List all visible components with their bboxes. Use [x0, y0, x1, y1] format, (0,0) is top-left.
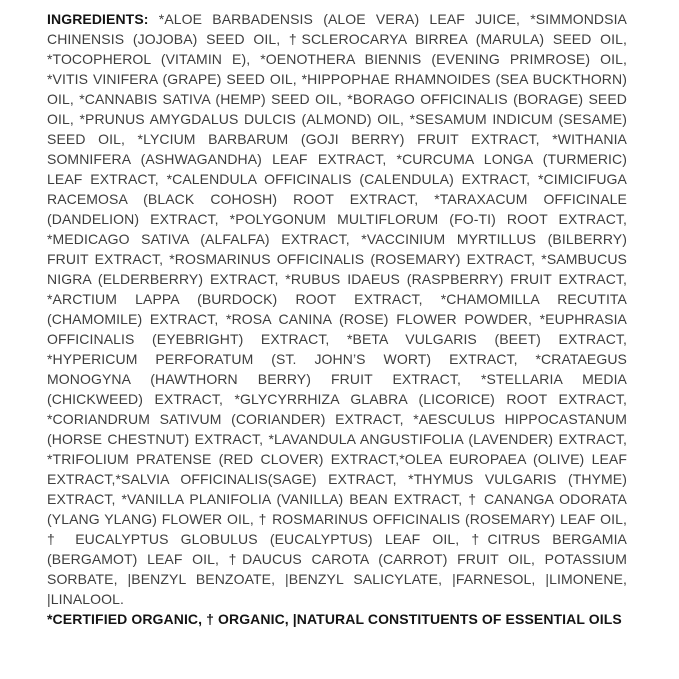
- ingredients-text: *ALOE BARBADENSIS (ALOE VERA) LEAF JUICE, *SIMMONDSIA CHINENSIS (JOJOBA) SEED OIL, †SCLEROCARYA BIRREA (MARULA) SEED OIL, *TOCOPHEROL (VITAMIN E), *OENOTHERA BIENNIS (EVENING PRIMROSE) OIL, *VITIS VINIFERA (GRAPE) SEED OIL, *HIPPOPHAE RHAMNOIDES (SEA BUCKTHORN) OIL, *CANNABIS SATIVA (HEMP) SEED OIL, *BORAGO OFFICINALIS (BORAGE) SEED OIL, *PRUNUS AMYGDALUS DULCIS (ALMOND) OIL, *SESAMUM INDICUM (SESAME) SEED OIL, *LYCIUM BARBARUM (GOJI BERRY) FRUIT EXTRACT, *WITHANIA SOMNIFERA (ASHWAGANDHA) LEAF EXTRACT, *CURCUMA LONGA (TURMERIC) LEAF EXTRACT, *CALENDULA OFFICINALIS (CALENDULA) EXTRACT, *CIMICIFUGA RACEMOSA (BLACK COHOSH) ROOT EXTRACT, *TARAXACUM OFFICINALE (DANDELION) EXTRACT, *POLYGONUM MULTIFLORUM (FO-TI) ROOT EXTRACT, *MEDICAGO SATIVA (ALFALFA) EXTRACT, *VACCINIUM MYRTILLUS (BILBERRY) FRUIT EXTRACT, *ROSMARINUS OFFICINALIS (ROSEMARY) EXTRACT, *SAMBUCUS NIGRA (ELDERBERRY) EXTRACT, *RUBUS IDAEUS (RASPBERRY) FRUIT EXTRACT, *ARCTIUM LAPPA (BURDOCK) ROOT EXTRACT, *CHAMOMILLA RECUTITA (CHAMOMILE) EXTRACT, *ROSA CANINA (ROSE) FLOWER POWDER, *EUPHRASIA OFFICINALIS (EYEBRIGHT) EXTRACT, *BETA VULGARIS (BEET) EXTRACT, *HYPERICUM PERFORATUM (ST. JOHN’S WORT) EXTRACT, *CRATAEGUS MONOGYNA (HAWTHORN BERRY) FRUIT EXTRACT, *STELLARIA MEDIA (CHICKWEED) EXTRACT, *GLYCYRRHIZA GLABRA (LICORICE) ROOT EXTRACT, *CORIANDRUM SATIVUM (CORIANDER) EXTRACT, *AESCULUS HIPPOCASTANUM (HORSE CHESTNUT) EXTRACT, *LAVANDULA ANGUSTIFOLIA (LAVENDER) EXTRACT, *TRIFOLIUM PRATENSE (RED CLOVER) EXTRACT,*OLEA EUROPAEA (OLIVE) LEAF EXTRACT,*SALVIA OFFICINALIS(SAGE) EXTRACT, *THYMUS VULGARIS (THYME) EXTRACT, *VANILLA PLANIFOLIA (VANILLA) BEAN EXTRACT, † CANANGA ODORATA (YLANG YLANG) FLOWER OIL, † ROSMARINUS OFFICINALIS (ROSEMARY) LEAF OIL, † EUCALYPTUS GLOBULUS (EUCALYPTUS) LEAF OIL, †CITRUS BERGAMIA (BERGAMOT) LEAF OIL, †DAUCUS CAROTA (CARROT) FRUIT OIL, POTASSIUM SORBATE, |BENZYL BENZOATE, |BENZYL SALICYLATE, |FARNESOL, |LIMONENE, |LINALOOL.: [47, 11, 627, 607]
- ingredients-paragraph: [47, 9, 627, 609]
- symbol-legend-footnote: *CERTIFIED ORGANIC, † ORGANIC, |NATURAL CONSTITUENTS OF ESSENTIAL OILS: [47, 611, 622, 627]
- ingredients-heading: INGREDIENTS:: [47, 11, 149, 27]
- ingredients-label: [47, 9, 627, 629]
